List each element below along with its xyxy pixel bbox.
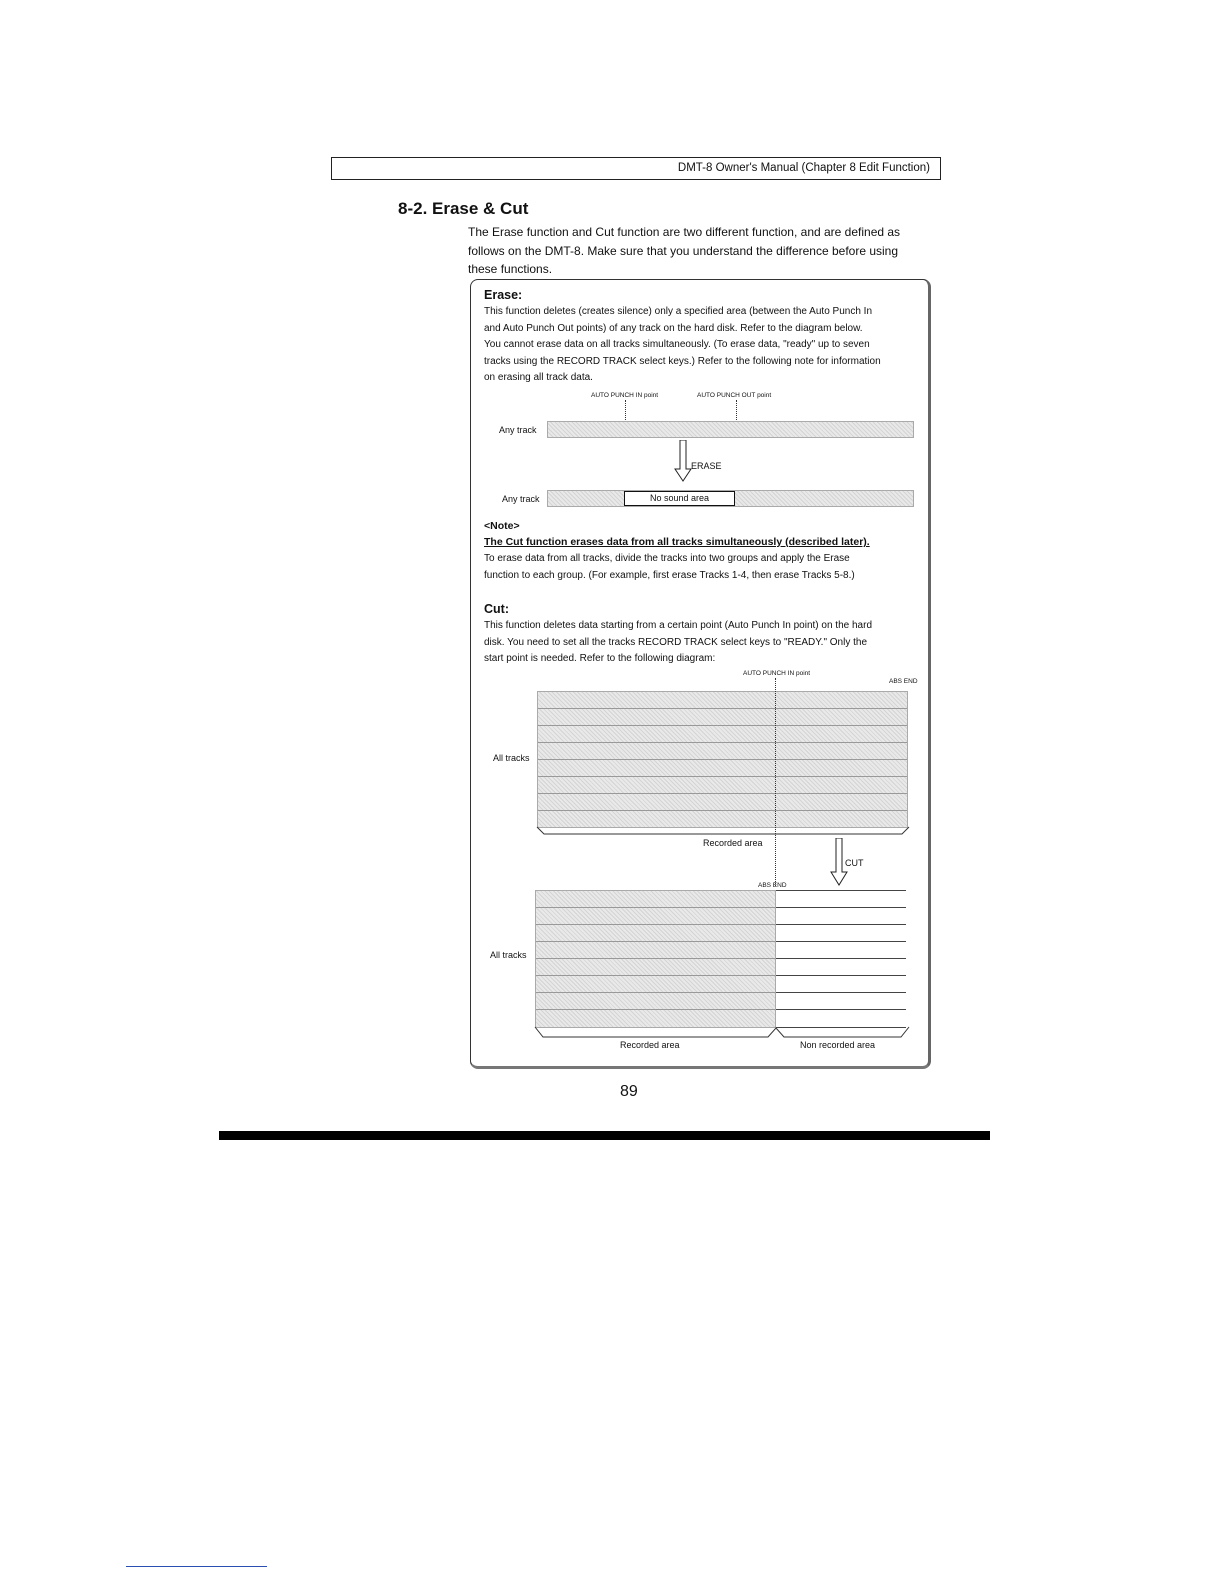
cut-punch-in-label: AUTO PUNCH IN point — [743, 670, 811, 677]
recorded-tracks-block-after — [535, 890, 776, 1028]
erase-line: and Auto Punch Out points) of any track on the hard disk. Refer to the diagram below. — [484, 322, 863, 334]
note-line: function to each group. (For example, first erase Tracks 1-4, then erase Tracks 5-8.) — [484, 569, 855, 581]
non-recorded-area-label: Non recorded area — [800, 1040, 876, 1050]
page-number: 89 — [620, 1083, 638, 1100]
cut-point-marker — [775, 678, 776, 886]
all-tracks-label-before: All tracks — [493, 753, 530, 763]
section-intro — [468, 223, 938, 279]
cut-heading: Cut: — [484, 602, 509, 616]
intro-line: follows on the DMT-8. Make sure that you understand the difference before using — [468, 243, 899, 258]
cut-description — [484, 618, 929, 668]
abs-end-label-mid: ABS END — [758, 882, 787, 889]
cut-line: start point is needed. Refer to the following diagram: — [484, 653, 716, 665]
erase-line: You cannot erase data on all tracks simultaneously. (To erase data, "ready" up to seven — [484, 339, 870, 351]
cut-line: disk. You need to set all the tracks RECORD TRACK select keys to "READY." Only the — [484, 636, 868, 648]
recorded-area-brace-top — [536, 826, 910, 836]
cut-line: This function deletes data starting from a certain point (Auto Punch In point) on the hard — [484, 620, 873, 631]
no-sound-area: No sound area — [624, 491, 735, 506]
area-braces-bottom — [534, 1026, 910, 1040]
recorded-area-label-top: Recorded area — [703, 838, 763, 848]
running-header — [331, 157, 941, 180]
note-description — [484, 551, 929, 584]
section-title: 8-2. Erase & Cut — [398, 199, 529, 218]
cut-diagram — [470, 668, 931, 1058]
track-label-after: Any track — [502, 494, 540, 504]
all-tracks-block-before — [537, 691, 908, 828]
punch-out-label: AUTO PUNCH OUT point — [697, 392, 772, 399]
erase-line: on erasing all track data. — [484, 372, 593, 384]
non-recorded-tracks-block — [776, 890, 906, 1028]
note-emphasis: The Cut function erases data from all tracks simultaneously (described later). — [484, 536, 870, 548]
erase-action-label: ERASE — [691, 461, 722, 471]
erase-diagram — [470, 390, 931, 515]
cut-action-label: CUT — [845, 858, 864, 868]
erase-line: tracks using the RECORD TRACK select keys.) Refer to the following note for information — [484, 355, 881, 367]
footer-rule — [126, 1566, 267, 1567]
punch-in-label: AUTO PUNCH IN point — [591, 392, 659, 399]
all-tracks-label-after: All tracks — [490, 950, 527, 960]
page-bottom-rule — [219, 1131, 990, 1140]
track-label-before: Any track — [499, 425, 537, 435]
erase-description — [484, 304, 929, 387]
intro-line: these functions. — [468, 262, 553, 276]
note-line: To erase data from all tracks, divide the tracks into two groups and apply the Erase — [484, 553, 850, 564]
abs-end-label-top: ABS END — [889, 678, 918, 685]
running-title: DMT-8 Owner's Manual (Chapter 8 Edit Function) — [677, 162, 930, 174]
track-bar-before — [547, 421, 914, 438]
erase-heading: Erase: — [484, 288, 523, 302]
recorded-area-label-bottom: Recorded area — [620, 1040, 680, 1050]
note-heading: <Note> — [484, 520, 520, 532]
erase-line: This function deletes (creates silence) only a specified area (between the Auto Punch In — [484, 306, 873, 317]
intro-line: The Erase function and Cut function are two different function, and are defined as — [468, 225, 901, 239]
